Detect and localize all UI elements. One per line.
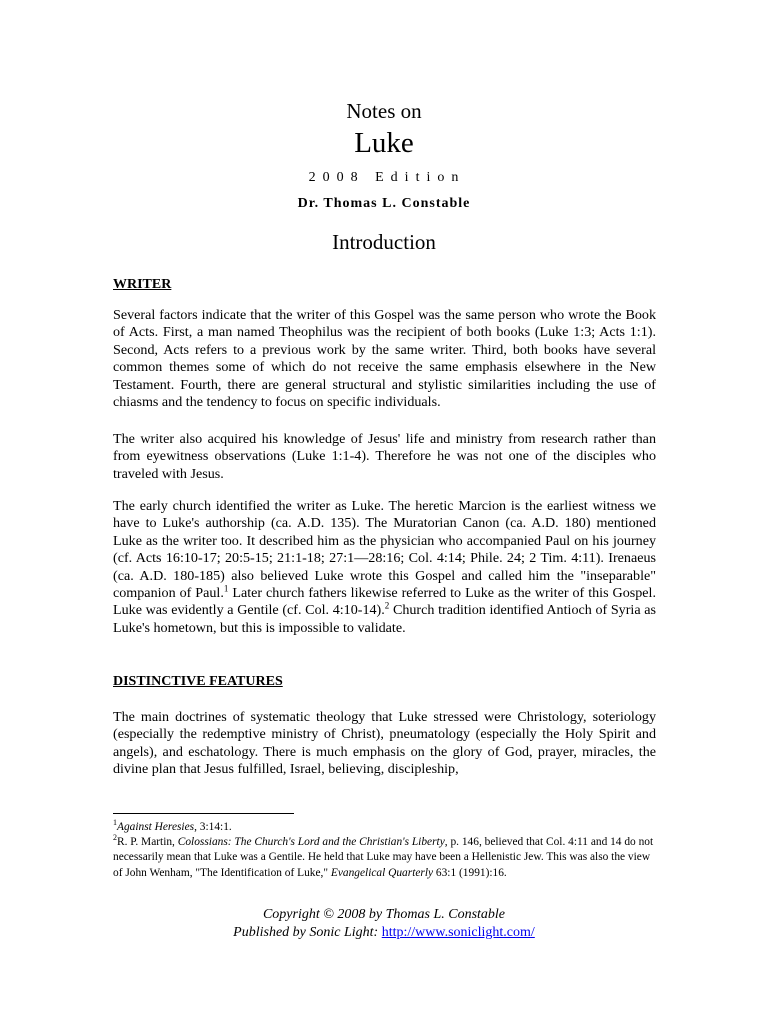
publisher-link[interactable]: http://www.soniclight.com/: [381, 925, 535, 940]
writer-paragraph-1: [113, 307, 656, 411]
paragraph-segment: The early church identified the writer as Luke. The heretic Marcion is the earliest witness we have to Luke's authorship (ca. A.D. 135). The Muratorian Canon (ca. A.D. 180) mentioned Luke as the writer too. It described him as the physician who accompanied Paul on his journey (cf. Acts 16:10-17; 20:5-15; 21:1-18; 27:1—28:16; Col. 4:14; Phile. 24; 2 Tim. 4:11). Irenaeus (ca. A.D. 180-185) also believed Luke wrote this Gospel and called him the "inseparable" companion of Paul.: [113, 498, 656, 602]
title-book-name: Luke: [354, 127, 414, 159]
writer-paragraph-2: [113, 431, 656, 483]
distinctive-paragraph-1: [113, 709, 656, 779]
publisher-label: Published by Sonic Light:: [233, 925, 382, 940]
footnote-1: [113, 820, 656, 835]
paragraph-text: The writer also acquired his knowledge of Jesus' life and ministry from research rather than from eyewitness observations (Luke 1:1-4). Therefore he was not one of the disciples who traveled with Jesus.: [113, 431, 656, 482]
section-heading-distinctive-features: DISTINCTIVE FEATURES: [113, 674, 283, 689]
footnote-2: [113, 835, 656, 881]
title-block: [0, 96, 768, 214]
footnote-number: 2: [113, 833, 117, 843]
footnote-divider: [113, 813, 294, 814]
writer-paragraph-3: [113, 498, 656, 637]
paragraph-segment: Church tradition identified Antioch of Syria as Luke's hometown, but this is impossible to validate.: [113, 602, 656, 636]
footnote-ref-2[interactable]: 2: [384, 600, 390, 611]
paragraph-segment: Later church fathers likewise referred to Luke as the writer of this Gospel. Luke was evidently a Gentile (cf. Col. 4:10-14).: [113, 585, 656, 619]
footnote-title: Against Heresies: [117, 821, 195, 833]
footnotes: [113, 820, 656, 881]
footnote-text: 63:1 (1991):16.: [433, 866, 507, 879]
copyright-block: [0, 906, 768, 942]
footnote-text: , 3:14:1.: [194, 821, 232, 833]
paragraph-text: Several factors indicate that the writer of this Gospel was the same person who wrote the Book of Acts. First, a man named Theophilus was the recipient of both books (Luke 1:3; Acts 1:1). Second, Acts refers to a previous work by the same writer. Third, both books have several common themes some of which do not receive the same emphasis elsewhere in the New Testament. Fourth, there are general structural and stylistic similarities including the use of chiasms and the tendency to focus on specific individuals.: [113, 307, 656, 411]
author-name: Dr. Thomas L. Constable: [297, 196, 471, 211]
footnote-text: R. P. Martin,: [117, 836, 178, 849]
footnote-ref-1[interactable]: 1: [223, 583, 229, 594]
edition-label: 2008 Edition: [308, 170, 466, 185]
introduction-heading: Introduction: [332, 230, 436, 254]
section-heading-writer: WRITER: [113, 277, 172, 292]
title-notes-on: Notes on: [346, 99, 422, 123]
footnote-journal-title: Evangelical Quarterly: [330, 866, 434, 879]
publisher-line: [0, 924, 768, 942]
paragraph-text: [113, 498, 656, 637]
paragraph-text: The main doctrines of systematic theology that Luke stressed were Christology, soteriology (especially the redemptive ministry of Christ), pneumatology (especially the Holy Spirit and angels), and eschatology. There is much emphasis on the glory of God, prayer, miracles, the divine plan that Jesus fulfilled, Israel, believing, discipleship,: [113, 709, 656, 778]
footnote-title: Colossians: The Church's Lord and the Christian's Liberty: [177, 836, 445, 849]
copyright-line: Copyright © 2008 by Thomas L. Constable: [262, 907, 506, 922]
footnote-text: , p. 146, believed that Col. 4:11 and 14 do not necessarily mean that Luke was a Gentile. He held that Luke may have been a Hellenistic Jew. This was also the view of John Wenham, "The Identification of Luke,": [113, 836, 654, 879]
footnote-number: 1: [113, 818, 117, 828]
